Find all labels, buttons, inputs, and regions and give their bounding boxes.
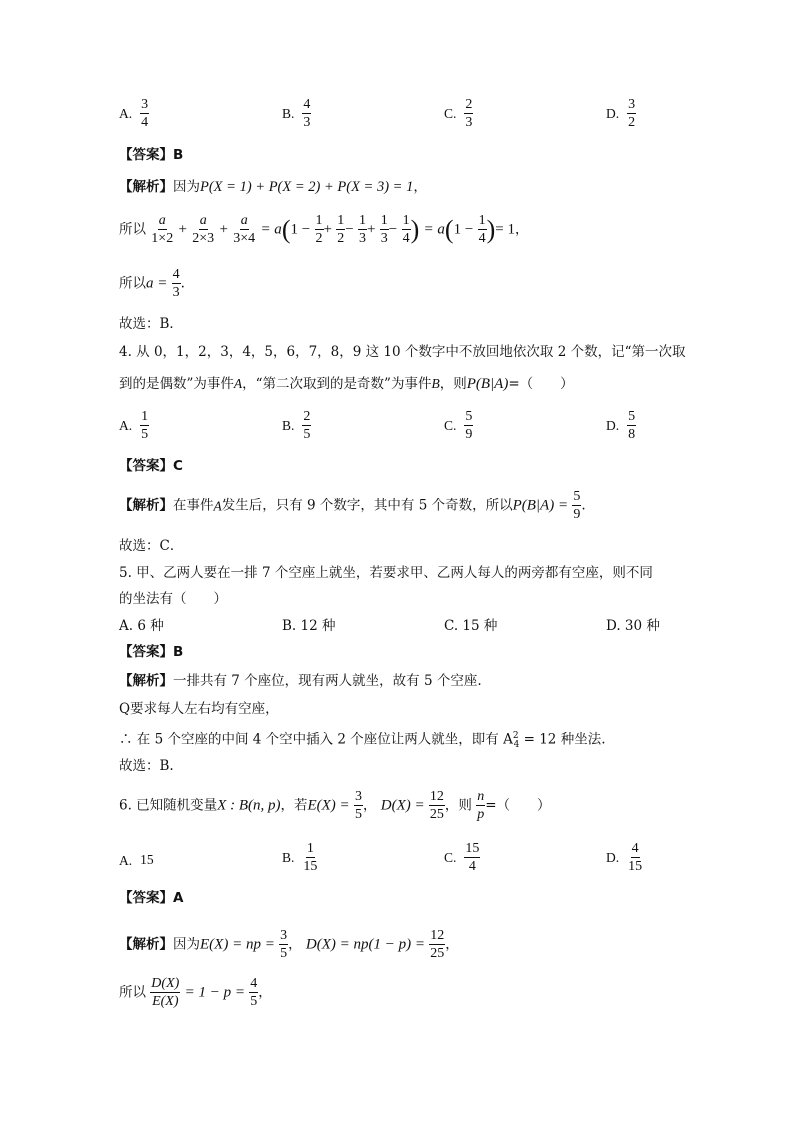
q5-analysis-line2: Q要求每人左右均有空座， [119,701,279,717]
q6-option-a: A. 15 [119,852,154,868]
q3-analysis-line2: 所以 $\frac{a}{1\times 2}$ + $\frac{a}{2\times 3}$ + $\frac{a}{3\times 4}$ = a(1 − $\frac{1}{2}$ + $\frac{1}{2}$ − $\frac{1}{3}$ + $\frac{1}{3}$ − $\frac{1}{4}$ ) = a(1 − $\frac{1}{4}$ )= 1， [119,213,529,246]
q5-choose: 故选：B. [119,758,174,774]
q5-stem-line2: 的坐法有（ ） [119,591,227,607]
q4-analysis: 【解析】在事件A发生后，只有 9 个数字，其中有 5 个奇数，所以P(B|A) = $\frac{5}{9}$ . [119,489,586,522]
q4-option-d: D. $\frac{5}{8}$ [606,409,636,442]
q5-option-d: D. 30 种 [606,618,660,634]
q3-analysis-line1: 【解析】因为P(X = 1) + P(X = 2) + P(X = 3) = 1， [119,179,427,195]
q6-option-b: B. $\frac{1}{15}$ [282,841,318,874]
q4-choose: 故选：C． [119,538,184,554]
q6-analysis-line1: 【解析】因为E(X) = np = $\frac{3}{5}$ ， D(X) = np(1 − p) = $\frac{12}{25}$ ， [119,928,459,961]
q6-option-d: D. $\frac{4}{15}$ [606,841,643,874]
q3-option-d: D. $\frac{3}{2}$ [606,97,636,130]
q3-option-b: B. $\frac{4}{3}$ [282,97,311,130]
q6-stem: 6. 已知随机变量X : B(n, p)，若E(X) = $\frac{3}{5}$ ， D(X) = $\frac{12}{25}$ ，则 $\frac{n}{p}$ =（ ） [119,789,551,822]
q5-option-c: C. 15 种 [444,618,498,634]
q3-final: 所以a = $\frac{4}{3}$ . [119,267,185,300]
q4-answer: 【答案】C [119,458,183,474]
q5-analysis-line1: 【解析】一排共有 7 个座位，现有两人就坐，故有 5 个空座. [119,673,482,689]
q5-stem-line1: 5. 甲、乙两人要在一排 7 个空座上就坐，若要求甲、乙两人每人的两旁都有空座，则不同 [119,565,653,581]
q4-option-a: A. $\frac{1}{5}$ [119,409,149,442]
q5-analysis-line3: ∴ 在 5 个空座的中间 4 个空中插入 2 个座位让两人就坐，即有 $A^2_4 = 12$ 种坐法. [119,731,606,751]
q6-option-c: C. $\frac{15}{4}$ [444,841,480,874]
q5-option-a: A. 6 种 [119,618,164,634]
q3-option-b-fraction: $\frac{4}{3}$ [303,97,311,130]
q4-stem-line2: 到的是偶数”为事件A，“第二次取到的是奇数”为事件B，则P(B|A)=（ ） [119,376,574,392]
q4-stem-line1: 4. 从 0，1，2，3，4，5，6，7，8，9 这 10 个数字中不放回地依次取 2 个数，记“第一次取 [119,344,686,360]
q3-choose: 故选：B． [119,316,183,332]
q3-option-c: C. $\frac{2}{3}$ [444,97,473,130]
q6-analysis-line2: 所以 $\frac{D(X)}{E(X)}$ = 1 − p = $\frac{4}{5}$ ， [119,976,272,1009]
q3-option-d-fraction: $\frac{3}{2}$ [628,97,636,130]
q6-answer: 【答案】A [119,890,184,906]
q3-answer: 【答案】B [119,147,184,163]
q5-answer: 【答案】B [119,644,184,660]
q3-option-c-fraction: $\frac{2}{3}$ [465,97,473,130]
q3-option-a: A. $\frac{3}{4}$ [119,97,149,130]
q4-option-b: B. $\frac{2}{5}$ [282,409,311,442]
q5-option-b: B. 12 种 [282,618,336,634]
q4-option-c: C. $\frac{5}{9}$ [444,409,473,442]
q3-option-a-fraction: $\frac{3}{4}$ [141,97,149,130]
